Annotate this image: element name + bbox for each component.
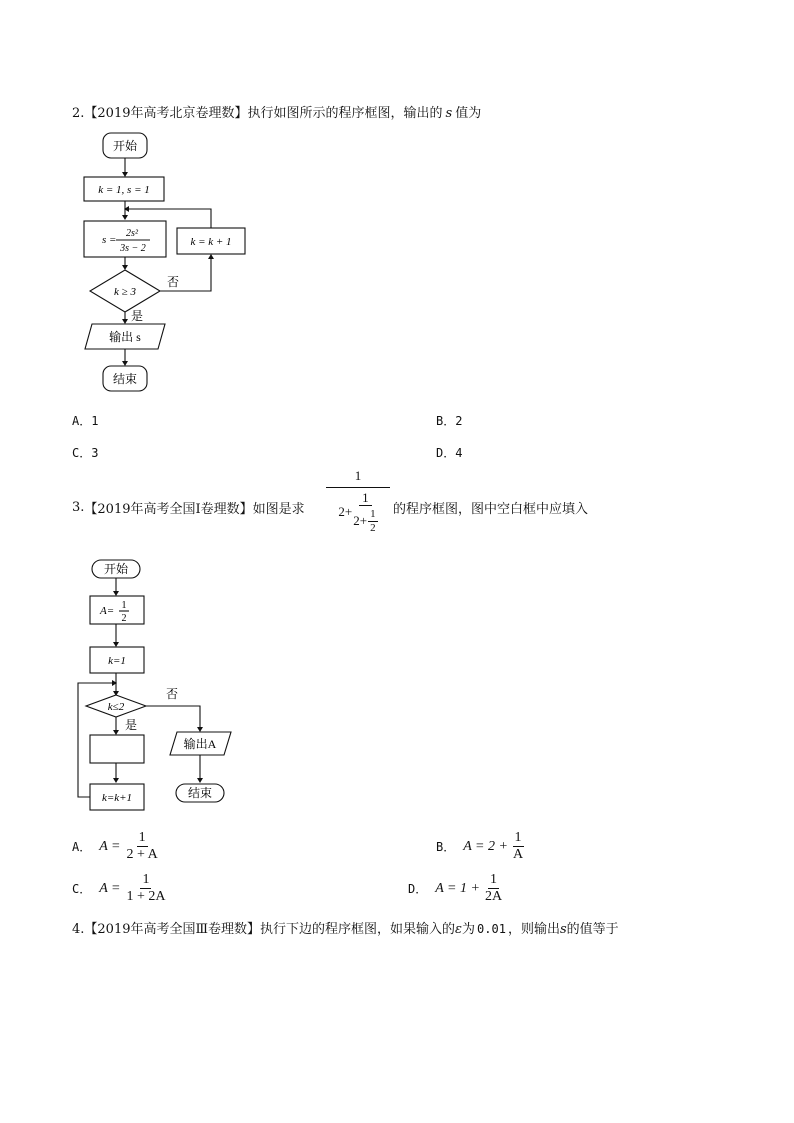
q3-option-b-den: A xyxy=(512,847,524,863)
q2-text-a: 执行如图所示的程序框图，输出的 xyxy=(247,106,443,121)
q3-fraction-inner-two-plus: 2+ xyxy=(353,513,368,529)
q3-fraction-half-num: 1 xyxy=(370,508,376,520)
q3-option-d-fraction xyxy=(483,872,504,905)
q4-text-a: 执行下边的程序框图，如果输入的 xyxy=(260,922,456,937)
q2-option-b-value: 2 xyxy=(455,414,463,428)
q3-option-a-lhs: A = xyxy=(99,838,121,854)
q3-option-d xyxy=(408,872,504,905)
q3-option-a-num: 1 xyxy=(137,830,148,847)
q3-option-c xyxy=(72,872,168,905)
q3-end-label: 结束 xyxy=(187,786,213,800)
q3-option-b-lhs: A = 2 + xyxy=(463,838,508,854)
q3-option-a-label: A． xyxy=(72,840,92,855)
q3-option-b-fraction xyxy=(511,830,525,863)
q3-init-A-box xyxy=(90,596,144,624)
q4-text-b: 为 xyxy=(462,922,476,937)
q3-fraction-two-plus: 2+ xyxy=(338,504,353,520)
q2-increment-label: k = k + 1 xyxy=(190,236,232,248)
q2-option-a-label: A． xyxy=(72,414,92,428)
q2-option-d-value: 4 xyxy=(455,446,463,460)
q3-option-b-label: B． xyxy=(436,840,456,855)
q3-text-b: 的程序框图，图中空白框中应填入 xyxy=(393,502,589,517)
q4-stem xyxy=(72,918,619,937)
q4-text-d: 的值等于 xyxy=(566,922,619,937)
q2-option-c-value: 3 xyxy=(91,446,99,460)
q2-option-a-value: 1 xyxy=(91,414,99,428)
q2-option-d-label: D． xyxy=(436,446,456,460)
q4-var-s: s xyxy=(559,922,567,937)
q2-assign-num: 2s² xyxy=(126,228,138,239)
q3-start-label: 开始 xyxy=(103,562,129,576)
q3-output-label: 输出A xyxy=(183,737,217,751)
q3-option-b xyxy=(436,830,525,863)
q2-start-label: 开始 xyxy=(112,139,138,153)
q3-option-a xyxy=(72,830,160,863)
q3-option-d-label: D． xyxy=(408,882,428,897)
q3-option-d-num: 1 xyxy=(488,872,499,889)
q3-no-label: 否 xyxy=(166,687,179,701)
q2-init-label: k = 1, s = 1 xyxy=(98,184,150,196)
q4-number: 4. xyxy=(72,922,85,937)
q3-init-A-den: 2 xyxy=(121,613,127,624)
q3-blank-box xyxy=(90,735,144,763)
q2-yes-label: 是 xyxy=(131,309,144,323)
q3-init-k-label: k=1 xyxy=(108,655,126,667)
q3-fraction-inner-numerator: 1 xyxy=(359,490,372,506)
q2-no-label: 否 xyxy=(167,275,180,289)
q2-condition-label: k ≥ 3 xyxy=(114,286,136,298)
q3-option-c-fraction xyxy=(124,872,167,905)
q2-var-s: s xyxy=(445,106,453,121)
q3-option-b-num: 1 xyxy=(513,830,524,847)
q2-source: 【2019年高考北京卷理数】 xyxy=(84,106,248,121)
q3-fraction-half-den: 2 xyxy=(370,521,376,534)
q2-assign-den: 3s − 2 xyxy=(120,243,146,254)
q3-option-c-lhs: A = xyxy=(99,880,121,896)
q3-text-a: 如图是求 xyxy=(252,502,305,517)
q3-yes-label: 是 xyxy=(125,718,138,732)
q2-text-b: 值为 xyxy=(455,106,482,121)
q4-epsilon-value: 0.01 xyxy=(477,922,506,936)
q3-source: 【2019年高考全国Ⅰ卷理数】 xyxy=(84,502,253,517)
q3-fraction-top-numerator: 1 xyxy=(354,468,362,483)
q3-option-c-label: C． xyxy=(72,882,92,897)
q4-text-c: ，则输出 xyxy=(507,922,560,937)
q3-option-c-den: 1 + 2A xyxy=(126,889,166,905)
q2-option-c-label: C． xyxy=(72,446,92,460)
q3-option-a-den: 2 + A xyxy=(126,847,158,863)
q2-end-label: 结束 xyxy=(112,372,138,386)
q3-option-d-lhs: A = 1 + xyxy=(435,880,480,896)
q2-output-label: 输出 s xyxy=(109,330,141,344)
q2-assign-lhs: s = xyxy=(102,234,117,246)
q3-option-c-num: 1 xyxy=(140,872,151,889)
q3-init-A-lhs: A= xyxy=(100,605,115,617)
q4-epsilon: ε xyxy=(455,922,463,937)
q2-option-b-label: B． xyxy=(436,414,456,428)
q3-init-A-num: 1 xyxy=(121,600,127,611)
q4-source: 【2019年高考全国Ⅲ卷理数】 xyxy=(84,922,261,937)
q2-number: 2. xyxy=(72,106,85,121)
q3-option-d-den: 2A xyxy=(484,889,503,905)
q3-option-a-fraction xyxy=(124,830,159,863)
q3-condition-label: k≤2 xyxy=(107,701,125,713)
q3-increment-label: k=k+1 xyxy=(101,792,133,804)
q3-number: 3. xyxy=(72,500,85,515)
